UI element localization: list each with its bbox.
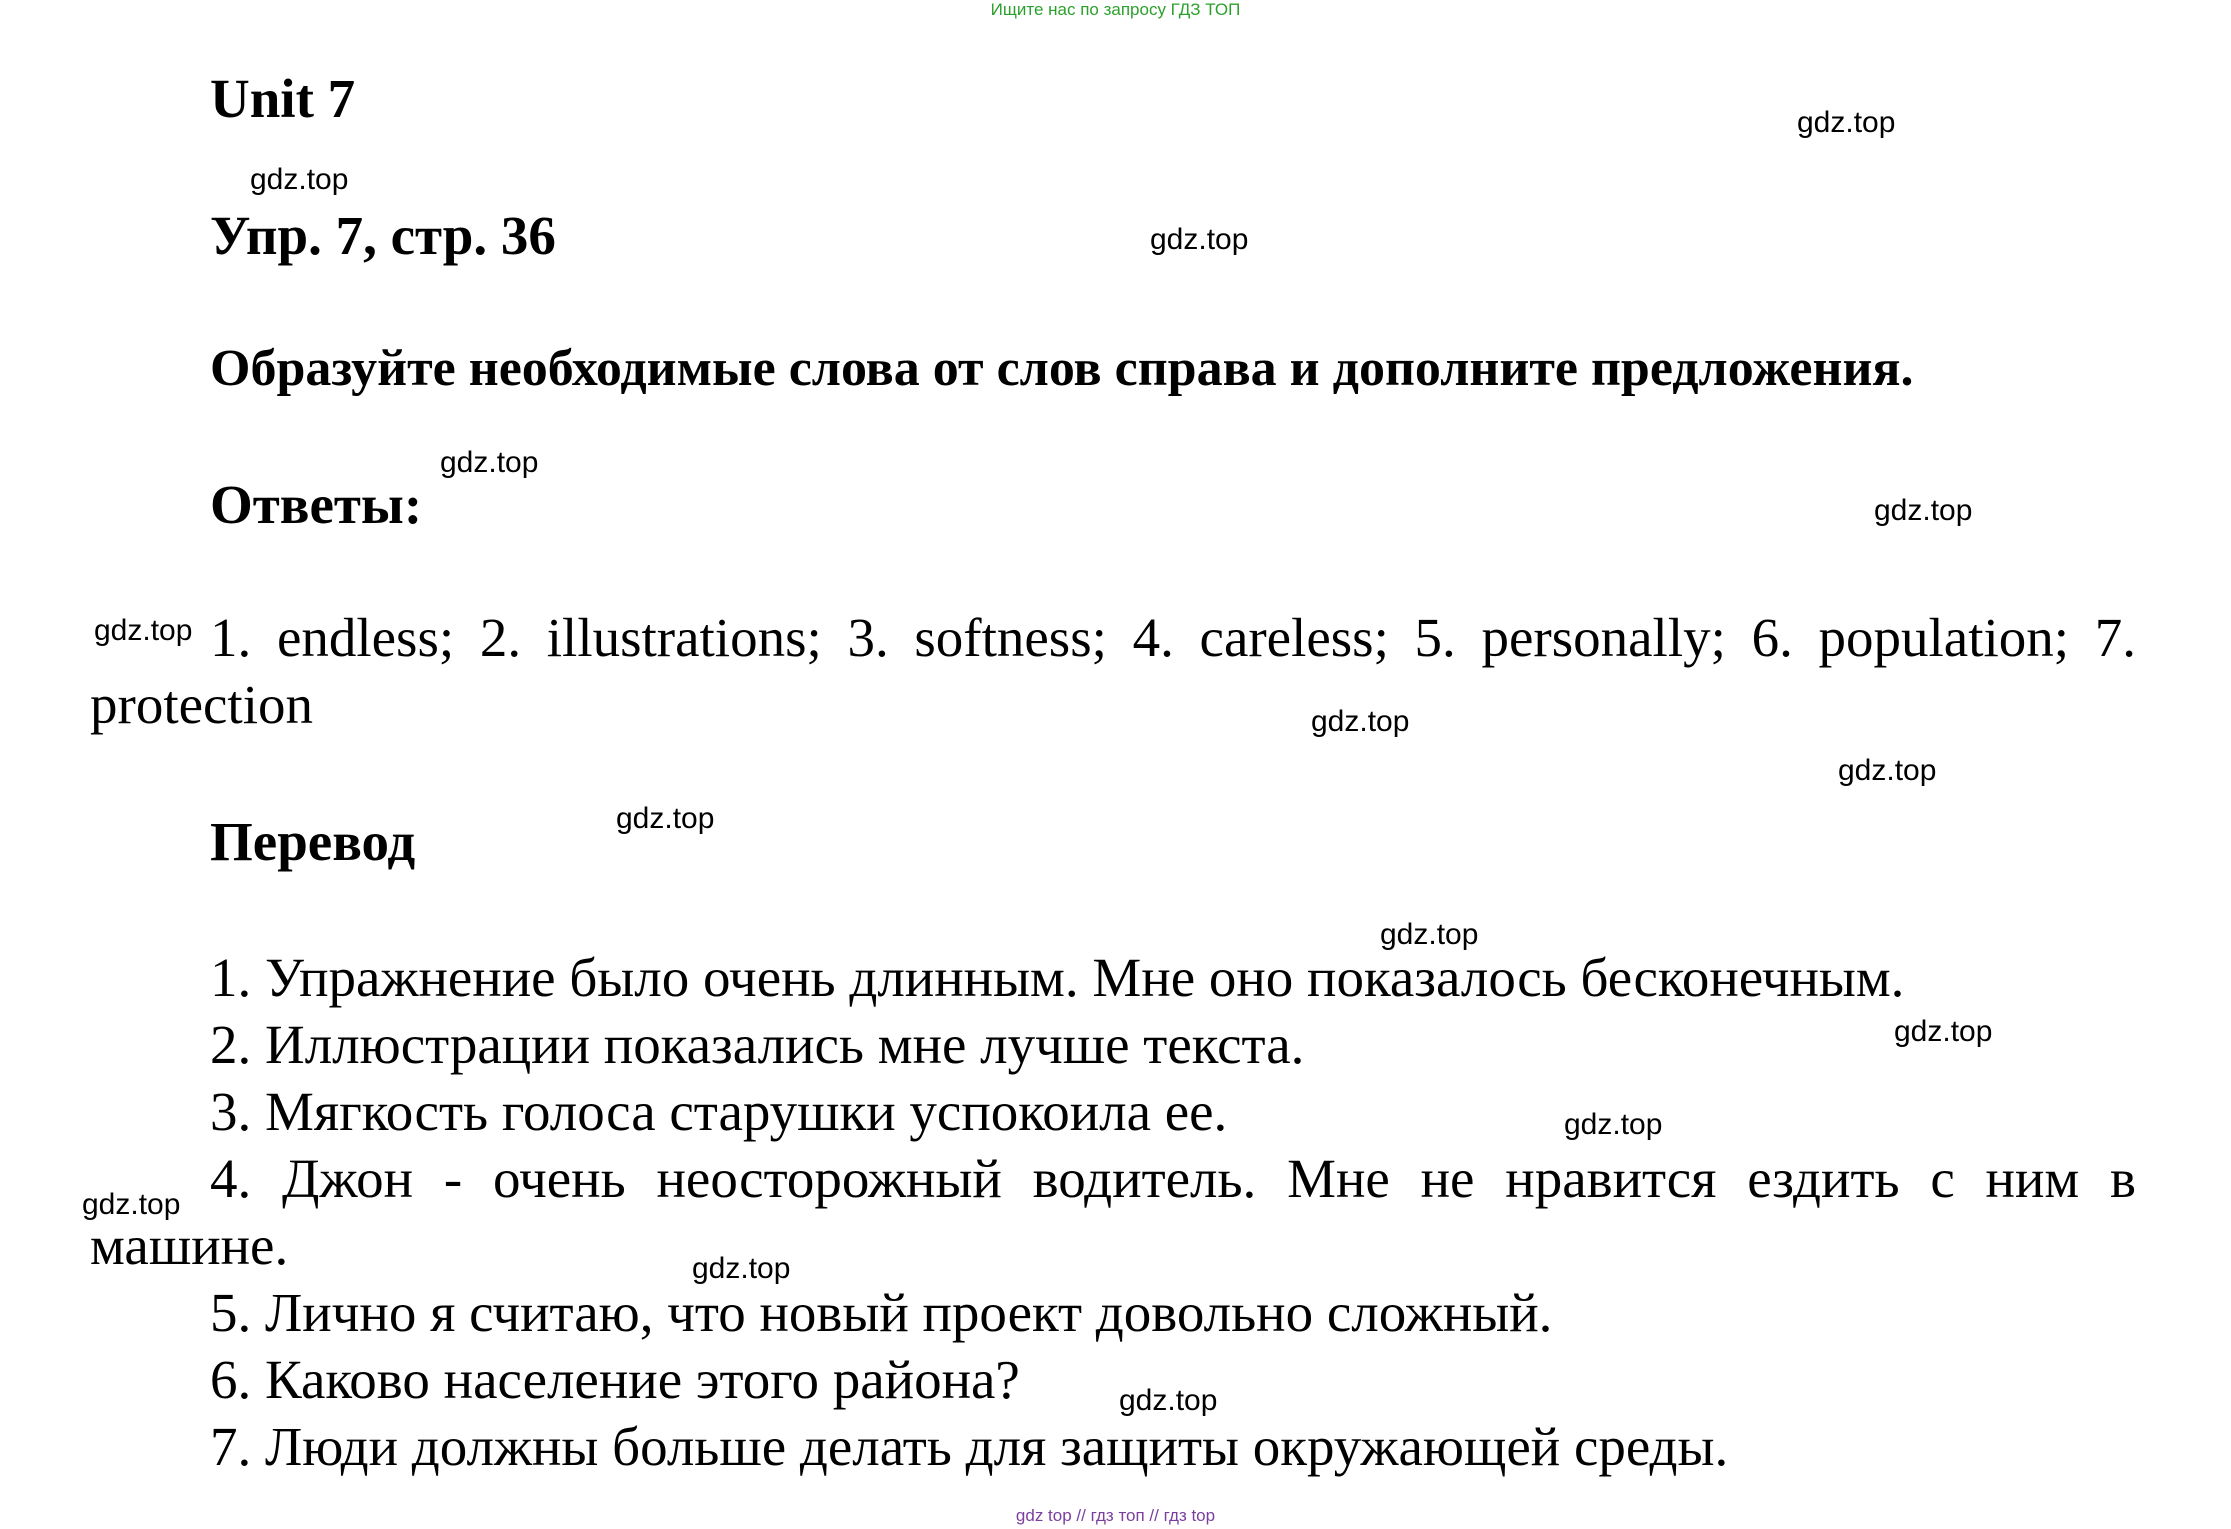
translation-line-5: 5. Лично я считаю, что новый проект довольно сложный. xyxy=(210,1282,1553,1343)
watermark: gdz.top xyxy=(440,446,539,479)
watermark: gdz.top xyxy=(1894,1015,1993,1048)
answers-text: 1. endless; 2. illustrations; 3. softness; 4. careless; 5. personally; 6. population; 7. protection xyxy=(90,607,2136,735)
translation-line-1: 1. Упражнение было очень длинным. Мне оно показалось бесконечным. xyxy=(210,947,1905,1008)
exercise-title: Упр. 7, стр. 36 xyxy=(210,205,556,266)
translation-line-3: 3. Мягкость голоса старушки успокоила ее. xyxy=(210,1081,1228,1142)
watermark: gdz.top xyxy=(1797,106,1896,139)
watermark: gdz.top xyxy=(1150,223,1249,256)
answers-label: Ответы: xyxy=(210,474,423,535)
unit-title: Unit 7 xyxy=(210,68,356,129)
watermark: gdz.top xyxy=(616,802,715,835)
watermark: gdz.top xyxy=(1564,1108,1663,1141)
footer-links: gdz top // гдз топ // гдз top xyxy=(1015,1506,1216,1525)
watermark: gdz.top xyxy=(1380,918,1479,951)
watermark: gdz.top xyxy=(82,1188,181,1221)
translation-line-6: 6. Каково население этого района? xyxy=(210,1349,1020,1410)
watermark: gdz.top xyxy=(692,1252,791,1285)
translation-line-2: 2. Иллюстрации показались мне лучше текста. xyxy=(210,1014,1305,1075)
watermark: gdz.top xyxy=(1874,494,1973,527)
translation-list xyxy=(90,944,2136,1480)
watermark: gdz.top xyxy=(1119,1384,1218,1417)
watermark: gdz.top xyxy=(94,614,193,647)
watermark: gdz.top xyxy=(1311,705,1410,738)
top-banner: Ищите нас по запросу ГДЗ ТОП xyxy=(990,0,1241,19)
translation-line-7: 7. Люди должны больше делать для защиты окружающей среды. xyxy=(210,1416,1729,1477)
watermark: gdz.top xyxy=(250,163,349,196)
watermark: gdz.top xyxy=(1838,754,1937,787)
translation-label: Перевод xyxy=(210,811,416,872)
task-instruction: Образуйте необходимые слова от слов справа и дополните предложения. xyxy=(210,340,1914,397)
translation-line-4: 4. Джон - очень неосторожный водитель. Мне не нравится ездить с ним в машине. xyxy=(90,1148,2136,1276)
